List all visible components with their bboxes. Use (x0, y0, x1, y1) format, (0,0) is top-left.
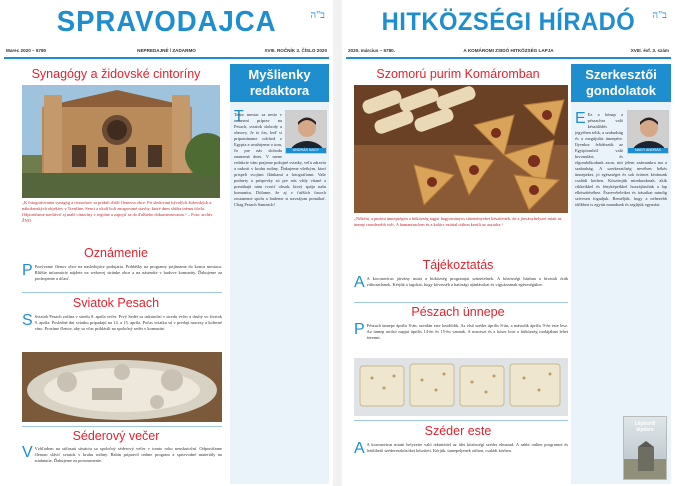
section-text-szeder (354, 442, 568, 476)
section-text-seder (22, 446, 222, 480)
divider (22, 426, 222, 427)
masthead-right (342, 6, 675, 38)
right-page (342, 0, 675, 486)
issue-publisher: A KOMÁROMI ZSIDÓ HITKÖZSÉG LAPJA (463, 48, 554, 53)
pastry-photo (354, 85, 568, 213)
peszach-body: Pészach ünnepe április 8-án, szerdán este kezdődik. Az első széder április 8-án, a második április 9-én este lesz. Az ünnep utolsó napjai április 14-én és 15-én vannak. A maceszt és a kóser bort a hitközség irodájában lehet átvenni. (366, 323, 568, 340)
book-advert (623, 416, 667, 480)
dropcap: E (575, 112, 586, 127)
tajekoztatas-body: A koronavírus járvány miatt a hitközség programjai szünetelnek. A közösségi házban a hivatali órák változatlanok. Kérjük a tagokat, hogy kövessék a hatósági ajánlásokat és vigyázzanak egészségükre. (366, 276, 568, 287)
sidebar-body: Tento mesiac sa nesie v znamení príprav na Pesach, sviatok slobody a obnovy. Je to čas, keď si pripomíname odchod z Egypta a uvažujeme o tom, čo pre nás sloboda znamená dnes. V mene redakcie vám prajeme pokojné sviatky, veľa zdravia a radosti v kruhu rodiny. Ďakujeme všetkým, ktorí prispeli svojimi článkami a fotografiami. Vaše podnety a príspevky sú pre nás vždy vítané a pomáhajú nám tvoriť obsah, ktorý spája našu komunitu. Dúfame, že aj v ťažších časoch zostaneme spolu a budeme si navzájom pomáhať. Chag Pesach Sameach! (234, 112, 326, 207)
issue-info-bar (346, 46, 671, 56)
portrait-caption: NAGY ANDRÁS (628, 148, 668, 153)
szeder-body: A koronavírus miatti helyzetre való tekintettel az idei közösségi széder elmarad. A rabbi online programot és letölthető szédereszközöket készített. Kérjük, ünnepeljenek otthon, családi körben. (366, 442, 568, 453)
section-text-pesach (22, 314, 222, 346)
section-title-peszach: Pészach ünnepe (411, 305, 505, 319)
article-title: Synagógy a židovské cintoríny (31, 67, 201, 81)
dropcap: A (354, 442, 365, 457)
section-title-pesach: Sviatok Pesach (72, 296, 160, 310)
issue-date: Marec 2020 – 5780 (6, 48, 47, 53)
left-page (0, 0, 333, 486)
sidebar-text (575, 112, 667, 412)
divider (22, 292, 222, 293)
issue-price: NEPREDAJNÉ / ZADARMO (137, 48, 196, 53)
page-gutter (333, 0, 342, 486)
sidebar-title: Szerkesztői gondolatok (571, 64, 671, 102)
issue-number: XVIII. ROČNÍK 3. ČÍSLO 2020 (264, 48, 327, 53)
issue-date: 2020. március – 5780. (348, 48, 395, 53)
section-title-szeder: Széder este (424, 424, 492, 438)
divider (354, 420, 568, 421)
article-title: Szomorú purim Komáromban (376, 67, 540, 81)
section-title-seder: Séderový večer (72, 429, 160, 443)
sidebar-body: Ez a hónap a pészachra való készülődés jegyében telik, a szabadság és a megújulás ünnepére. Ilyenkor felidézzük az Egyiptomból való kivonulást, és elgondolkodunk azon, mit jelent számunkra ma a szabadság. A szerkesztőség nevében békés ünnepeket, jó egészséget és sok örömet kívánunk családi körben. Köszönjük mindazoknak, akik cikkeikkel és fényképeikkel hozzájárultak a lap elkészítéséhez. Észrevételeiket és írásaikat mindig szívesen fogadjuk. Reméljük, hogy a nehezebb időkben is együtt maradunk és segítjük egymást. (575, 112, 667, 207)
dropcap: A (354, 276, 365, 291)
masthead-rule (4, 57, 329, 59)
masthead-left (0, 6, 333, 38)
masthead-title: HITKÖZSÉGI HÍRADÓ (381, 8, 636, 36)
section-text-tajekoztatas (354, 276, 568, 300)
seder-body: Vzhľadom na súčasnú situáciu sa spoločný séderový večer v tomto roku neuskutoční. Odporúčame členom sláviť sviatok v kruhu rodiny. Rabín pripravil online program a sprievodné materiály na stiahnutie. Ďakujeme za porozumenie. (34, 446, 222, 463)
article-caption: „K fotografovaniu synagóg a cintorínov sa pridali ďalší členovia obce. Pri sledovaní bývalých židovských a náboženských objektov v Trenčíne, Senci a okolí boli zmapované stavby, ktoré dnes slúžia inému účelu. Odporúčame navštíviť aj malé cintoríny v regióne a zapojiť sa do ďalšieho dokumentovania.“ – Foto: archív ŽNO (22, 200, 213, 223)
editor-sidebar (230, 64, 329, 484)
oznamenie-body: Pozývame členov obce na nasledujúce podujatia. Prihlášky na programy prijímame do konca mesiaca. Bližšie informácie nájdete na webovej stránke obce a na nástenke v budove komunity. Ďakujeme za pochopenie a účasť. (34, 264, 222, 281)
divider (354, 302, 568, 303)
section-title-oznamenie: Oznámenie (84, 246, 148, 260)
article-caption: „Nőként, a purimi ünnepségen a hitközség tagjai hagyományos süteményeket készítettek, de a járványhelyzet miatt az ünnep csendesebb volt. A hamantaschen és a kalács ezúttal otthon került az asztalra.“ (354, 216, 562, 227)
masthead-rule (346, 57, 671, 59)
issue-info-bar (4, 46, 329, 56)
hebrew-mark: ב"ה (652, 10, 667, 21)
advert-title: Lépésről lépésre (634, 421, 656, 433)
issue-number: XVIII. évf. 3. szám (630, 48, 669, 53)
dropcap: S (22, 314, 33, 329)
masthead-title: SPRAVODAJCA (56, 6, 277, 38)
synagogue-photo (22, 85, 220, 198)
hebrew-mark: ב"ה (310, 10, 325, 21)
dropcap: V (22, 446, 33, 461)
dropcap: T (234, 110, 244, 125)
portrait-caption: ANDRÁS NAGY (286, 148, 326, 153)
section-text-oznamenie (22, 264, 222, 288)
sidebar-text (234, 112, 326, 480)
pesach-body: Sviatok Pesach začína v stredu 8. apríla večer. Prvý Sedér sa uskutoční v stredu večer a druhý vo štvrtok 9. apríla. Posledné dni sviatku pripadajú na 14. a 15. apríla. Počas sviatku sú v predaji macesy a košerné víno. Prosíme členov, aby sa včas prihlásili na spoločný sedér v komunite. (34, 314, 222, 331)
matzah-photo (354, 358, 568, 416)
section-text-peszach (354, 323, 568, 355)
editor-sidebar (571, 64, 671, 484)
dropcap: P (354, 323, 365, 338)
seder-plate-photo (22, 352, 222, 422)
dropcap: P (22, 264, 33, 279)
sidebar-title: Myšlienky redaktora (230, 64, 329, 102)
section-title-tajekoztatas: Tájékoztatás (422, 258, 494, 272)
